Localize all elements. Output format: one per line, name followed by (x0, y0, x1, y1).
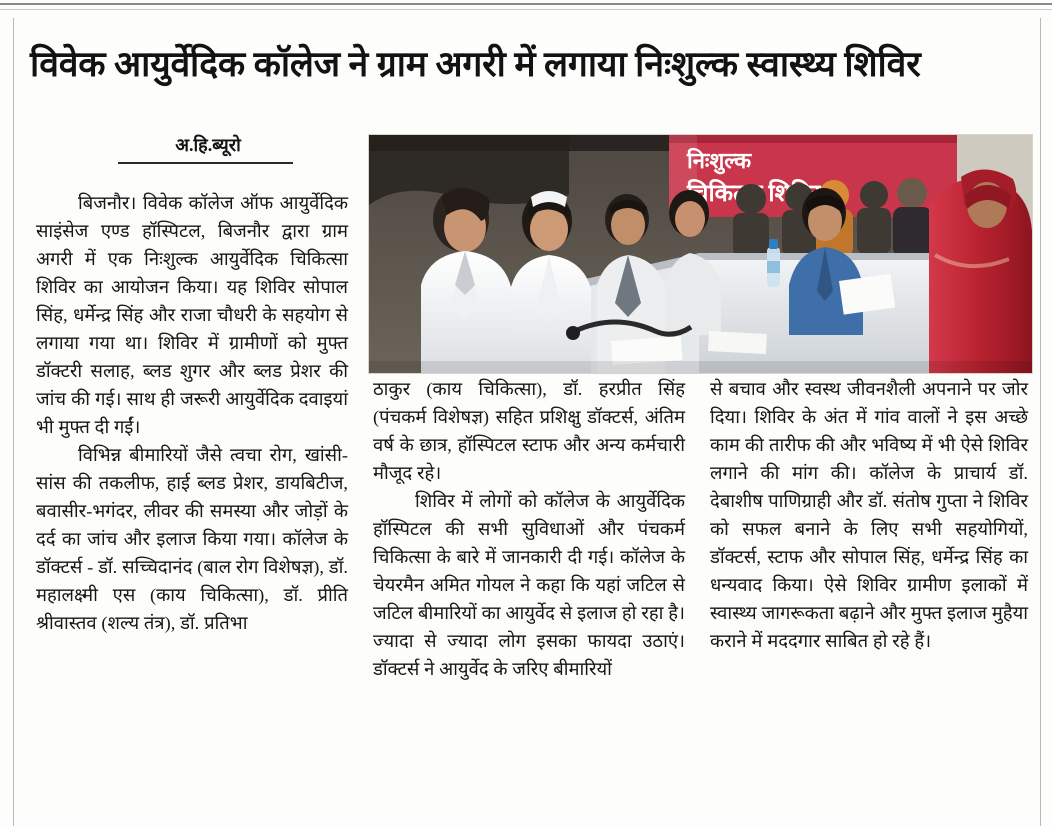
paragraph: से बचाव और स्वस्थ जीवनशैली अपनाने पर जोर दिया। शिविर के अंत में गांव वालों ने इस अच्छे काम की तारीफ की और भविष्य में भी ऐसे शिविर लगाने की मांग की। कॉलेज के प्राचार्य डॉ. देबाशीष पाणिग्राही और डॉ. संतोष गुप्ता ने शिविर को सफल बनाने के लिए सभी सहयोगियों, डॉक्टर्स, स्टाफ और सोपाल सिंह, धर्मेन्द्र सिंह का धन्यवाद किया। ऐसे शिविर ग्रामीण इलाकों में स्वास्थ्य जागरूकता बढ़ाने और मुफ्त इलाज मुहैया कराने में मददगार साबित हो रहे हैं। (710, 379, 1028, 651)
byline: अ.हि.ब्यूरो (175, 135, 241, 155)
byline-divider (118, 162, 293, 164)
article-photo (368, 134, 1033, 374)
column-rule-right (1040, 18, 1041, 826)
paragraph: विभिन्न बीमारियों जैसे त्वचा रोग, खांसी-सांस की तकलीफ, हाई ब्लड प्रेशर, डायबिटीज, बवासीर-भगंदर, लीवर की समस्या और जोड़ों के दर्द का जांच और इलाज किया गया। कॉलेज के डॉक्टर्स - डॉ. सच्चिदानंद (बाल रोग विशेषज्ञ), डॉ. महालक्ष्मी एस (काय चिकित्सा), डॉ. प्रीति श्रीवास्तव (शल्य तंत्र), डॉ. प्रतिभा (36, 444, 348, 633)
paragraph: ठाकुर (काय चिकित्सा), डॉ. हरप्रीत सिंह (पंचकर्म विशेषज्ञ) सहित प्रशिक्षु डॉक्टर्स, अंतिम वर्ष के छात्र, हॉस्पिटल स्टाफ और अन्य कर्मचारी मौजूद रहे। (373, 379, 685, 483)
top-divider-thin (0, 9, 1052, 10)
top-divider-thick (0, 3, 1052, 5)
svg-text:चिकित्सा शिविर: चिकित्सा (687, 181, 763, 207)
paragraph: बिजनौर। विवेक कॉलेज ऑफ आयुर्वेदिक साइंसेज एण्ड हॉस्पिटल, बिजनौर द्वारा ग्राम अगरी में एक निःशुल्क आयुर्वेदिक चिकित्सा शिविर का आयोजन किया। यह शिविर सोपाल सिंह, धर्मेन्द्र सिंह और राजा चौधरी के सहयोग से लगाया गया था। शिविर में ग्रामीणों को मुफ्त डॉक्टरी सलाह, ब्लड शुगर और ब्लड प्रेशर की जांच की गई। साथ ही जरूरी आयुर्वेदिक दवाइयां भी मुफ्त दी गईं। (36, 193, 348, 437)
paragraph: शिविर में लोगों को कॉलेज के आयुर्वेदिक हॉस्पिटल की सभी सुविधाओं और पंचकर्म चिकित्सा के बारे में जानकारी दी गई। कॉलेज के चेयरमैन अमित गोयल ने कहा कि यहां जटिल से जटिल बीमारियों का आयुर्वेद से इलाज हो रहा है। ज्यादा से ज्यादा लोग इसका फायदा उठाएं। डॉक्टर्स ने आयुर्वेद के जरिए बीमारियों (373, 490, 685, 679)
svg-text:निःशुल्क: निःशुल्क (687, 148, 752, 173)
article-column-2 (373, 376, 685, 684)
column-rule-left (13, 18, 14, 826)
page-title: विवेक आयुर्वेदिक कॉलेज ने ग्राम अगरी में लगाया निःशुल्क स्वास्थ्य शिविर (30, 44, 921, 84)
article-column-1 (36, 190, 348, 638)
article-column-3 (710, 376, 1028, 656)
